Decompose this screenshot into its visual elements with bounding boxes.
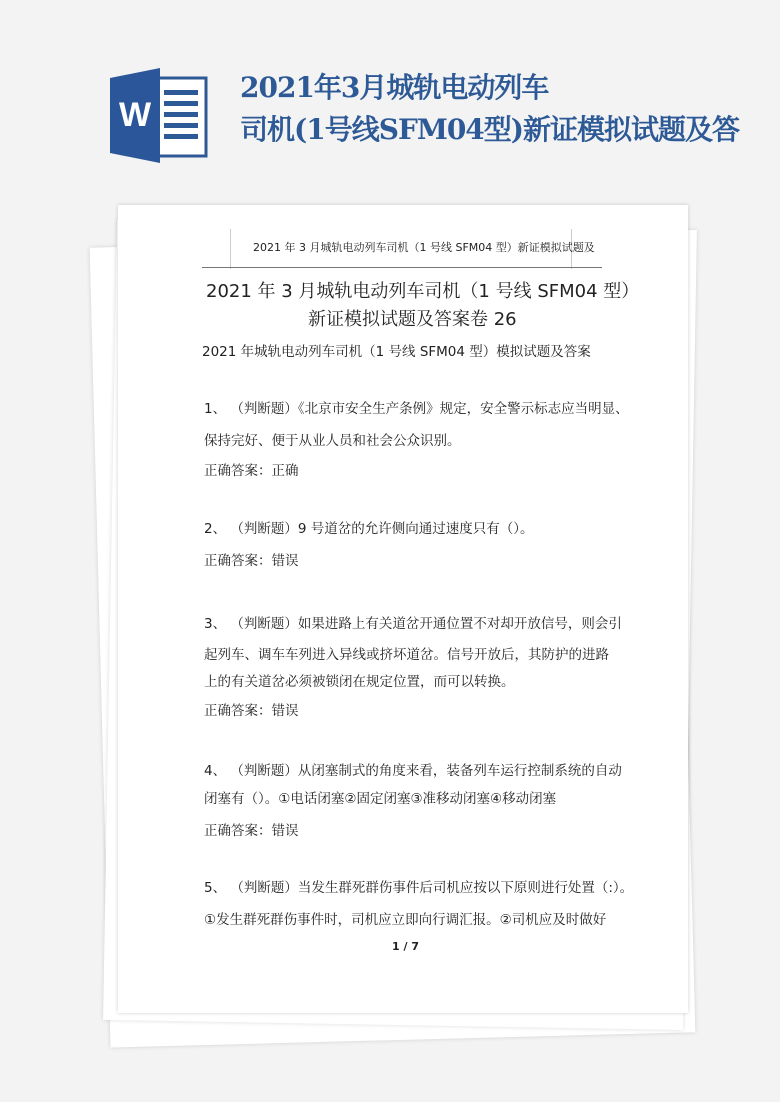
word-icon <box>108 68 208 163</box>
svg-text:W: W <box>118 96 152 134</box>
answer-line: 正确答案：正确 <box>204 463 299 479</box>
running-header: 2021 年 3 月城轨电动列车司机（1 号线 SFM04 型）新证模拟试题及 <box>253 241 595 254</box>
text-line: 闭塞有（）。①电话闭塞②固定闭塞③准移动闭塞④移动闭塞 <box>204 791 557 807</box>
doc-subtitle: 2021 年城轨电动列车司机（1 号线 SFM04 型）模拟试题及答案 <box>202 344 591 360</box>
text-line: 2、 （判断题）9 号道岔的允许侧向通过速度只有（）。 <box>204 521 534 537</box>
doc-title-line2: 新证模拟试题及答案卷 26 <box>308 309 517 330</box>
doc-title-line1: 2021 年 3 月城轨电动列车司机（1 号线 SFM04 型） <box>206 281 640 302</box>
banner-title-line2: 司机(1号线SFM04型)新证模拟试题及答 <box>240 113 740 146</box>
answer-line: 正确答案：错误 <box>204 553 299 569</box>
page-number: 1 / 7 <box>392 940 419 953</box>
text-line: ①发生群死群伤事件时，司机应立即向行调汇报。②司机应及时做好 <box>204 912 607 928</box>
answer-line: 正确答案：错误 <box>204 823 299 839</box>
header-rule <box>202 267 602 268</box>
text-line: 4、 （判断题）从闭塞制式的角度来看，装备列车运行控制系统的自动 <box>204 763 622 779</box>
document-page <box>118 205 688 1013</box>
text-line: 3、 （判断题）如果进路上有关道岔开通位置不对却开放信号，则会引 <box>204 616 622 632</box>
text-line: 上的有关道岔必须被锁闭在规定位置，而可以转换。 <box>204 674 515 690</box>
answer-line: 正确答案：错误 <box>204 703 299 719</box>
text-line: 保持完好、便于从业人员和社会公众识别。 <box>204 433 461 449</box>
banner-title-line1: 2021年3月城轨电动列车 <box>240 71 549 104</box>
text-line: 起列车、调车车列进入异线或挤坏道岔。信号开放后，其防护的进路 <box>204 647 609 663</box>
text-line: 5、 （判断题）当发生群死群伤事件后司机应按以下原则进行处置（:）。 <box>204 880 634 896</box>
text-line: 1、 （判断题）《北京市安全生产条例》规定，安全警示标志应当明显、 <box>204 401 629 417</box>
